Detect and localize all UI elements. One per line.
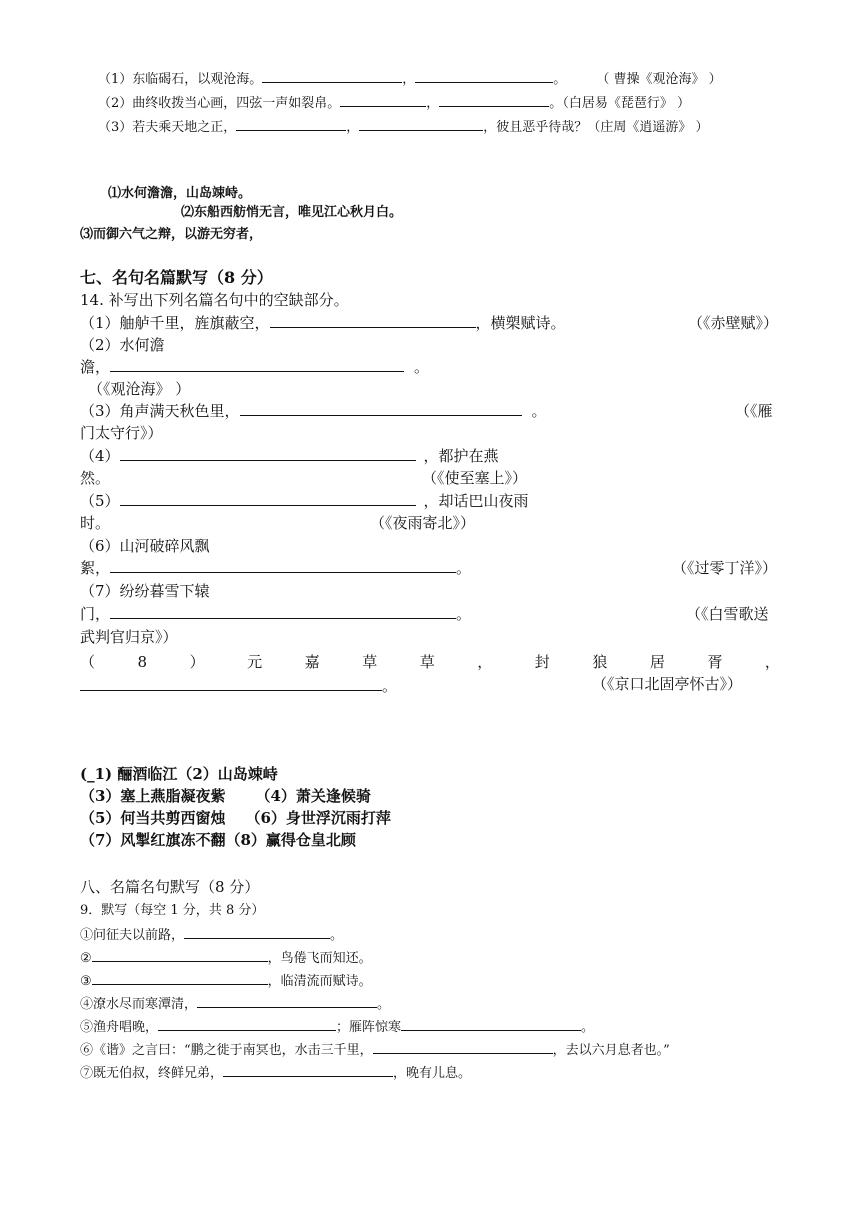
answer-line: ⑵东船西舫悄无言，唯见江心秋月白。 bbox=[181, 205, 403, 220]
answer-line: （3）塞上燕脂凝夜紫 （4）萧关逢候骑 bbox=[80, 787, 371, 805]
answer-blank[interactable] bbox=[262, 70, 402, 83]
answer-blank[interactable] bbox=[359, 118, 483, 131]
answer-blank[interactable] bbox=[80, 678, 382, 691]
section-title: 七、名句名篇默写（8 分） bbox=[80, 268, 273, 287]
answer-blank[interactable] bbox=[110, 359, 404, 372]
source: （《雁 bbox=[735, 402, 773, 420]
item-8-cont: 。 bbox=[80, 676, 397, 697]
answer-blank[interactable] bbox=[401, 1018, 581, 1031]
answer-blank[interactable] bbox=[223, 1064, 393, 1077]
answer-blank[interactable] bbox=[340, 94, 426, 107]
answer-line: ⑴水何澹澹，山岛竦峙。 bbox=[108, 186, 252, 201]
item-5: （5） ，却话巴山夜雨 bbox=[80, 492, 529, 510]
item-8: （ 8 ） 元 嘉 草 草 ， 封 狼 居 胥 ， bbox=[80, 653, 780, 671]
answer-blank[interactable] bbox=[110, 560, 456, 573]
section-title: 八、名篇名句默写（8 分） bbox=[80, 878, 260, 896]
answer-blank[interactable] bbox=[415, 70, 553, 83]
s8-line-6: ⑥《谐》之言曰：“鹏之徙于南冥也，水击三千里， ，去以六月息者也。” bbox=[80, 1043, 670, 1058]
s8-line-5: ⑤渔舟唱晚， ；雁阵惊寒 。 bbox=[80, 1020, 595, 1035]
answer-blank[interactable] bbox=[439, 94, 549, 107]
item-4-cont: 然。 bbox=[80, 469, 111, 487]
item-6-cont: 絮， 。 bbox=[80, 559, 472, 577]
answer-blank[interactable] bbox=[373, 1041, 553, 1054]
source-cont: 武判官归京》） bbox=[80, 628, 178, 646]
answer-line: (_1) 酾酒临江（2）山岛竦峙 bbox=[80, 765, 278, 783]
q1-line-2: （2）曲终收拨当心画，四弦一声如裂帛。 ， 。（白居易《琵琶行》 ） bbox=[98, 96, 690, 111]
source: （《过零丁洋》） bbox=[672, 559, 778, 577]
answer-blank[interactable] bbox=[270, 315, 476, 328]
s8-line-4: ④潦水尽而寒潭清， 。 bbox=[80, 997, 391, 1012]
answer-blank[interactable] bbox=[197, 995, 377, 1008]
answer-blank[interactable] bbox=[240, 403, 522, 416]
source: （《白雪歌送 bbox=[686, 605, 769, 623]
answer-blank[interactable] bbox=[92, 972, 268, 985]
item-3: （3）角声满天秋色里， 。 bbox=[80, 402, 547, 420]
answer-line: （5）何当共剪西窗烛 （6）身世浮沉雨打萍 bbox=[80, 809, 391, 827]
item-6: （6）山河破碎风飘 bbox=[80, 537, 210, 555]
item-2-cont: 澹， 。 bbox=[80, 358, 430, 376]
source: （《观沧海》 ） bbox=[88, 380, 191, 398]
answer-line: （7）风掣红旗冻不翻（8）赢得仓皇北顾 bbox=[80, 831, 356, 849]
source: （《赤壁赋》） bbox=[688, 314, 779, 332]
item-2: （2）水何澹 bbox=[80, 336, 165, 354]
answer-blank[interactable] bbox=[236, 118, 346, 131]
s8-line-1: ①问征夫以前路， 。 bbox=[80, 928, 344, 943]
answer-blank[interactable] bbox=[110, 606, 456, 619]
answer-line: ⑶而御六气之辩，以游无穷者， bbox=[80, 227, 263, 242]
answer-blank[interactable] bbox=[184, 926, 330, 939]
item-1: （1）舳舻千里，旌旗蔽空， ，横槊赋诗。 bbox=[80, 314, 566, 332]
q1-line-1: （1）东临碣石，以观沧海。 ， 。 （ 曹操《观沧海》 ） bbox=[98, 72, 722, 87]
source-cont: 门太守行》） bbox=[80, 424, 163, 442]
answer-blank[interactable] bbox=[120, 493, 416, 506]
item-7: （7）纷纷暮雪下辕 bbox=[80, 582, 210, 600]
answer-blank[interactable] bbox=[120, 448, 416, 461]
question-text: 14. 补写出下列名篇名句中的空缺部分。 bbox=[80, 291, 349, 309]
s8-line-2: ② ，鸟倦飞而知还。 bbox=[80, 951, 372, 966]
answer-blank[interactable] bbox=[158, 1018, 336, 1031]
s8-line-3: ③ ，临清流而赋诗。 bbox=[80, 974, 372, 989]
answer-blank[interactable] bbox=[92, 949, 268, 962]
s8-line-7: ⑦既无伯叔，终鲜兄弟， ，晚有儿息。 bbox=[80, 1066, 472, 1081]
item-7-cont: 门， 。 bbox=[80, 605, 472, 623]
source: （《京口北固亭怀古》） bbox=[592, 675, 743, 693]
source: （《夜雨寄北》） bbox=[370, 514, 476, 532]
source: （《使至塞上》） bbox=[422, 469, 528, 487]
item-5-cont: 时。 bbox=[80, 514, 111, 532]
q1-line-3: （3）若夫乘天地之正， ， ，彼且恶乎待哉？（庄周《逍遥游》 ） bbox=[98, 120, 709, 135]
question-text: 9．默写（每空 1 分，共 8 分） bbox=[80, 903, 265, 918]
item-4: （4） ，都护在燕 bbox=[80, 447, 499, 465]
